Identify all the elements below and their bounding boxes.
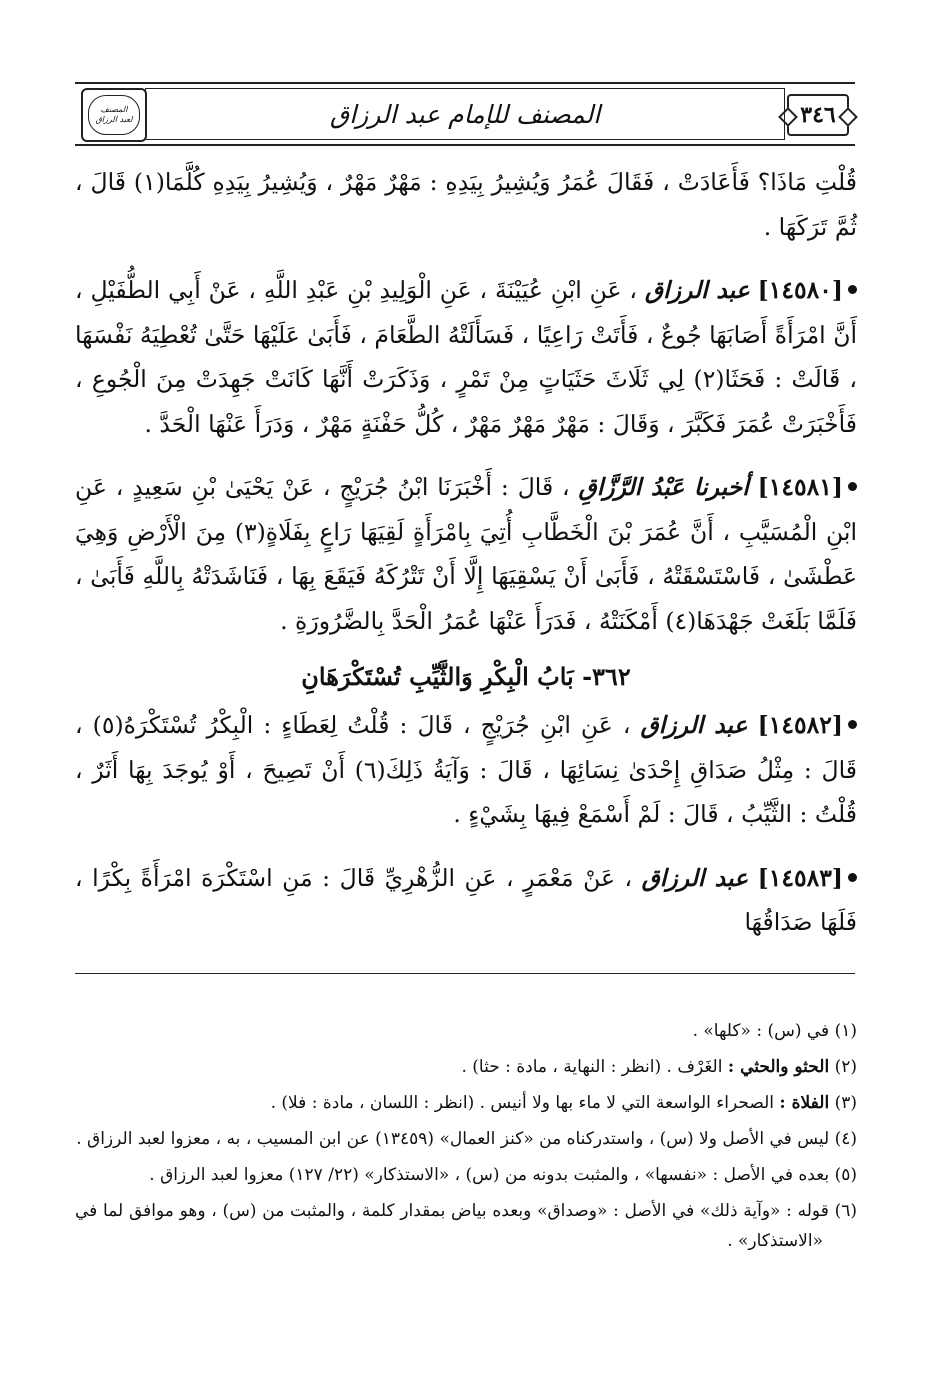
footnote — [75, 1160, 857, 1190]
footnote — [75, 1052, 857, 1082]
book-seal-inner — [88, 95, 140, 135]
footnote-text: ليس في الأصل ولا (س) ، واستدركناه من «كنز العمال» (١٣٤٥٩) عن ابن المسيب ، به ، معزوا لعبد الرزاق . — [76, 1129, 830, 1149]
hadith-author: عبد الرزاق — [641, 863, 749, 892]
bullet-dot-icon — [848, 873, 857, 882]
footnote-text: الصحراء الواسعة التي لا ماء بها ولا أنيس . (انظر : اللسان ، مادة : فلا) . — [270, 1093, 775, 1113]
continuation-paragraph: قُلْتِ مَاذَا؟ فَأَعَادَتْ ، فَقَالَ عُمَرُ وَيُشِيرُ بِيَدِهِ : مَهْرٌ مَهْرٌ ، وَيُشِيرُ بِيَدِهِ كُلَّمَا(١) قَالَ ، ثُمَّ تَرَكَهَا . — [75, 168, 857, 241]
footnote-term: الحثو والحثي : — [727, 1057, 830, 1077]
seal-line-2: لعبد الرزاق — [95, 115, 133, 124]
chapter-heading: ٣٦٢- بَابُ الْبِكْرِ وَالثَّيِّبِ تُسْتَكْرَهَانِ — [301, 662, 631, 691]
bullet-dot-icon — [848, 482, 857, 491]
hadith-number: [١٤٥٨٢] — [757, 711, 843, 739]
hadith-text: ، عَنْ مَعْمَرٍ ، عَنِ الزُّهْرِيِّ قَالَ : مَنِ اسْتَكْرَهَ امْرَأَةً بِكْرًا ، فَلَهَا صَدَاقُهَا — [75, 863, 857, 936]
hadith-text: ، عَنِ ابْنِ عُيَيْنَةَ ، عَنِ الْوَلِيدِ بْنِ عَبْدِ اللَّهِ ، عَنْ أَبِي الطُّفَيْلِ ، أَنَّ امْرَأَةً أَصَابَهَا جُوعٌ ، فَأَتَتْ رَاعِيًا ، فَسَأَلَتْهُ الطَّعَامَ ، فَأَبَىٰ عَلَيْهَا حَتَّىٰ تُعْطِيَهُ نَفْسَهَا ، قَالَتْ : فَحَثَا(٢) لِي ثَلَاثَ حَثَيَاتٍ مِنْ تَمْرٍ ، وَذَكَرَتْ أَنَّهَا كَانَتْ جَهِدَتْ مِنَ الْجُوعِ ، فَأَخْبَرَتْ عُمَرَ فَكَبَّرَ ، وَقَالَ : مَهْرٌ مَهْرٌ مَهْرٌ ، كُلُّ حَفْنَةٍ مَهْرٌ ، وَدَرَأَ عَنْهَا الْحَدَّ . — [75, 276, 857, 438]
footnote-text: في (س) : «كلها» . — [692, 1021, 830, 1041]
hadith-author: عبد الرزاق — [640, 711, 748, 739]
hadith-author: أخبرنا عَبْدُ الرَّزَّاقِ — [578, 473, 749, 501]
footnote-divider — [75, 973, 855, 974]
hadith-number: [١٤٥٨٣] — [757, 863, 843, 892]
page-header — [75, 82, 855, 146]
hadith-entry — [75, 856, 857, 945]
hadith-entry — [75, 465, 857, 643]
main-text — [75, 160, 857, 945]
footnote-text: بعده في الأصل : «نفسها» ، والمثبت بدونه من (س) ، «الاستذكار» (٢٢/ ١٢٧) معزوا لعبد الرزاق . — [149, 1165, 830, 1185]
hadith-entry — [75, 703, 857, 837]
footnote-marker: (٢) — [834, 1057, 857, 1077]
hadith-number: [١٤٥٨٠] — [757, 276, 843, 304]
hadith-text: ، قَالَ : أَخْبَرَنَا ابْنُ جُرَيْجٍ ، عَنْ يَحْيَىٰ بْنِ سَعِيدٍ ، عَنِ ابْنِ الْمُسَيَّبِ ، أَنَّ عُمَرَ بْنَ الْخَطَّابِ أُتِيَ بِامْرَأَةٍ لَقِيَهَا رَاعٍ بِفَلَاةٍ(٣) مِنَ الْأَرْضِ وَهِيَ عَطْشَىٰ ، فَاسْتَسْقَتْهُ ، فَأَبَىٰ أَنْ يَسْقِيَهَا إِلَّا أَنْ تَتْرُكَهُ فَيَقَعَ بِهَا ، فَنَاشَدَتْهُ بِاللَّهِ فَأَبَىٰ ، فَلَمَّا بَلَغَتْ جَهْدَهَا(٤) أَمْكَنَتْهُ ، فَدَرَأَ عَنْهَا عُمَرُ الْحَدَّ بِالضَّرُورَةِ . — [75, 473, 858, 635]
page-number: ٣٤٦ — [787, 94, 849, 136]
footnote-marker: (١) — [834, 1021, 857, 1041]
book-title: المصنف للإمام عبد الرزاق — [329, 99, 601, 129]
footnote — [75, 1016, 857, 1046]
hadith-text: ، عَنِ ابْنِ جُرَيْجٍ ، قَالَ : قُلْتُ لِعَطَاءٍ : الْبِكْرُ تُسْتَكْرَهُ(٥) ، قَالَ : مِثْلُ صَدَاقِ إِحْدَىٰ نِسَائِهَا ، قَالَ : وَآيَةُ ذَلِكَ(٦) أَنْ تَصِيحَ ، أَوْ يُوجَدَ بِهَا أَثَرٌ ، قُلْتُ : الثَّيِّبُ ، قَالَ : لَمْ أَسْمَعْ فِيهَا بِشَيْءٍ . — [75, 711, 857, 828]
footnote-term: الفلاة : — [779, 1093, 830, 1113]
bullet-dot-icon — [848, 285, 857, 294]
footnote — [75, 1124, 857, 1154]
hadith-number: [١٤٥٨١] — [757, 473, 843, 501]
footnote — [75, 1196, 857, 1256]
footnote — [75, 1088, 857, 1118]
header-title-frame — [145, 88, 785, 140]
footnote-marker: (٣) — [834, 1093, 857, 1113]
hadith-author: عبد الرزاق — [644, 276, 750, 304]
footnote-marker: (٥) — [834, 1165, 857, 1185]
book-seal — [81, 88, 147, 142]
seal-line-1: المصنف — [100, 105, 128, 114]
footnote-text: قوله : «وآية ذلك» في الأصل : «وصداق» وبعده بياض بمقدار كلمة ، والمثبت من (س) ، وهو موافق لما في «الاستذكار» . — [75, 1201, 829, 1251]
footnote-marker: (٤) — [834, 1129, 857, 1149]
footnotes — [75, 1016, 857, 1262]
bullet-dot-icon — [848, 720, 857, 729]
footnote-marker: (٦) — [834, 1201, 857, 1221]
hadith-entry — [75, 268, 857, 446]
footnote-text: الغَرْف . (انظر : النهاية ، مادة : حثا) . — [461, 1057, 723, 1077]
